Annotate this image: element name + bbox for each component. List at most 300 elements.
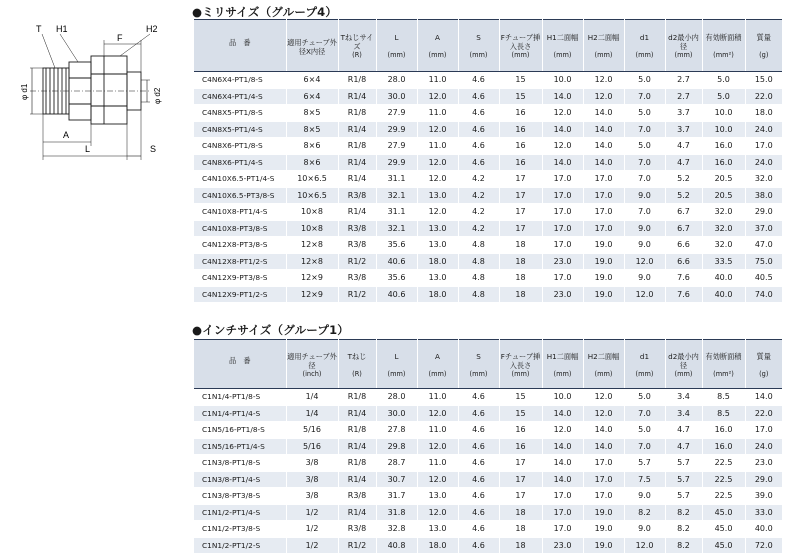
table-cell: R1/2 [338, 286, 376, 303]
table-row [194, 521, 782, 538]
table-cell: 29.9 [376, 121, 417, 138]
table-cell: 14.0 [583, 438, 624, 455]
table-cell: 17.0 [542, 488, 583, 505]
table-cell: 75.0 [745, 253, 782, 270]
table-cell: R3/8 [338, 237, 376, 254]
table-cell: R1/4 [338, 204, 376, 221]
table-cell: 18.0 [417, 286, 458, 303]
table-cell: 8.2 [665, 521, 702, 538]
table-cell: 17.0 [542, 237, 583, 254]
table-cell: R1/8 [338, 105, 376, 122]
table-cell: 17.0 [542, 504, 583, 521]
label-H2: H2 [146, 24, 158, 34]
table-cell: 12.0 [542, 422, 583, 439]
table-cell: 1/2 [286, 537, 338, 554]
table-cell: 5.0 [624, 105, 665, 122]
table-cell: 31.7 [376, 488, 417, 505]
table-cell: 12.0 [624, 537, 665, 554]
part-number-cell: C4N12X9-PT1/2-S [194, 286, 286, 303]
table-cell: 17.0 [542, 187, 583, 204]
table-cell: 12×9 [286, 286, 338, 303]
table-cell: 12.0 [583, 88, 624, 105]
part-number-cell: C1N3/8-PT1/8-S [194, 455, 286, 472]
table-cell: 32.1 [376, 187, 417, 204]
table-cell: 12.0 [542, 105, 583, 122]
table-cell: 12.0 [417, 204, 458, 221]
table-cell: 32.1 [376, 220, 417, 237]
table-cell: 18.0 [417, 253, 458, 270]
column-header: d2最小内径 (mm) [665, 20, 702, 72]
table-cell: 22.0 [745, 405, 782, 422]
table-cell: 7.0 [624, 438, 665, 455]
table-cell: 18 [499, 237, 542, 254]
table-cell: 7.0 [624, 405, 665, 422]
part-number-cell: C1N1/4-PT1/4-S [194, 405, 286, 422]
table-cell: 18 [499, 537, 542, 554]
section-title-metric: ●ミリサイズ（グループ4） [192, 5, 338, 19]
table-cell: 9.0 [624, 270, 665, 287]
table-cell: 24.0 [745, 121, 782, 138]
table-cell: 16 [499, 105, 542, 122]
part-number-cell: C1N1/2-PT3/8-S [194, 521, 286, 538]
table-cell: 4.6 [458, 438, 499, 455]
column-header: d1 (mm) [624, 340, 665, 389]
table-cell: 15 [499, 88, 542, 105]
table-cell: 33.5 [702, 253, 745, 270]
table-cell: 3.7 [665, 105, 702, 122]
table-cell: 5.2 [665, 187, 702, 204]
column-header: A (mm) [417, 340, 458, 389]
part-number-cell: C4N10X8-PT1/4-S [194, 204, 286, 221]
table-cell: 5.7 [665, 455, 702, 472]
table-cell: 6.7 [665, 220, 702, 237]
table-cell: 12.0 [624, 286, 665, 303]
table-cell: 5.0 [702, 88, 745, 105]
table-cell: 12.0 [583, 72, 624, 89]
part-number-cell: C1N1/2-PT1/4-S [194, 504, 286, 521]
table-cell: 29.0 [745, 471, 782, 488]
table-cell: 5.0 [624, 138, 665, 155]
label-A: A [63, 130, 70, 140]
table-cell: 13.0 [417, 488, 458, 505]
table-cell: 17 [499, 471, 542, 488]
table-row [194, 270, 782, 287]
table-cell: 30.0 [376, 405, 417, 422]
table-cell: 7.0 [624, 154, 665, 171]
table-cell: 9.0 [624, 488, 665, 505]
table-row [194, 405, 782, 422]
table-cell: 28.0 [376, 389, 417, 406]
table-cell: 17.0 [583, 204, 624, 221]
table-cell: R1/8 [338, 455, 376, 472]
table-cell: 5.2 [665, 171, 702, 188]
part-number-cell: C4N10X8-PT3/8-S [194, 220, 286, 237]
table-cell: 37.0 [745, 220, 782, 237]
table-cell: R1/8 [338, 138, 376, 155]
table-cell: 4.6 [458, 105, 499, 122]
table-cell: 5.0 [624, 389, 665, 406]
table-cell: 5.0 [624, 72, 665, 89]
table-cell: 2.7 [665, 72, 702, 89]
table-cell: R1/4 [338, 121, 376, 138]
table-cell: 4.6 [458, 72, 499, 89]
table-cell: 17 [499, 171, 542, 188]
table-cell: 31.8 [376, 504, 417, 521]
table-cell: 18 [499, 521, 542, 538]
table-cell: 8×6 [286, 138, 338, 155]
column-header: d1 (mm) [624, 20, 665, 72]
part-number-cell: C1N5/16-PT1/8-S [194, 422, 286, 439]
table-cell: 19.0 [583, 521, 624, 538]
table-cell: 17.0 [542, 171, 583, 188]
table-row [194, 105, 782, 122]
table-cell: 12×9 [286, 270, 338, 287]
table-cell: 3.4 [665, 389, 702, 406]
table-cell: 17 [499, 187, 542, 204]
column-header: 質量 (g) [745, 20, 782, 72]
table-cell: 4.2 [458, 187, 499, 204]
table-row [194, 171, 782, 188]
table-cell: 12.0 [417, 88, 458, 105]
table-cell: 11.0 [417, 105, 458, 122]
table-cell: 16.0 [702, 438, 745, 455]
table-cell: 13.0 [417, 237, 458, 254]
table-row [194, 537, 782, 554]
table-cell: 17.0 [542, 204, 583, 221]
table-cell: 8.2 [665, 504, 702, 521]
table-cell: 4.2 [458, 204, 499, 221]
table-cell: 40.5 [745, 270, 782, 287]
table-cell: 32.0 [702, 220, 745, 237]
table-cell: 10.0 [702, 105, 745, 122]
table-cell: 15.0 [745, 72, 782, 89]
table-cell: 4.2 [458, 171, 499, 188]
table-cell: R1/2 [338, 253, 376, 270]
table-cell: 10.0 [542, 72, 583, 89]
table-cell: 40.6 [376, 253, 417, 270]
table-cell: 4.6 [458, 521, 499, 538]
table-cell: 22.0 [745, 88, 782, 105]
table-cell: 14.0 [542, 471, 583, 488]
table-cell: R3/8 [338, 521, 376, 538]
table-cell: 18 [499, 270, 542, 287]
label-S: S [150, 144, 157, 154]
table-cell: 4.8 [458, 270, 499, 287]
part-number-cell: C4N8X5-PT1/8-S [194, 105, 286, 122]
table-cell: 74.0 [745, 286, 782, 303]
table-cell: 7.6 [665, 270, 702, 287]
table-cell: 18 [499, 504, 542, 521]
label-d1: φ d1 [20, 83, 29, 100]
table-header-row [194, 20, 782, 72]
table-cell: 14.0 [542, 405, 583, 422]
table-cell: 14.0 [583, 105, 624, 122]
table-cell: 17.0 [745, 138, 782, 155]
label-H1: H1 [56, 24, 68, 34]
part-number-cell: C1N1/4-PT1/8-S [194, 389, 286, 406]
table-cell: 4.7 [665, 438, 702, 455]
part-number-cell: C4N6X4-PT1/8-S [194, 72, 286, 89]
table-cell: 12.0 [417, 171, 458, 188]
table-cell: 16.0 [702, 154, 745, 171]
table-cell: 7.0 [624, 121, 665, 138]
part-number-cell: C4N6X4-PT1/4-S [194, 88, 286, 105]
table-cell: 14.0 [542, 438, 583, 455]
column-header: 品 番 [194, 20, 286, 72]
column-header: 有効断面積 (mm²) [702, 20, 745, 72]
table-cell: 17 [499, 220, 542, 237]
table-cell: 10.0 [702, 121, 745, 138]
table-cell: R1/8 [338, 389, 376, 406]
table-cell: 31.1 [376, 204, 417, 221]
table-cell: 7.5 [624, 471, 665, 488]
table-cell: 4.8 [458, 237, 499, 254]
table-row [194, 438, 782, 455]
table-cell: 10×8 [286, 204, 338, 221]
table-cell: 6×4 [286, 72, 338, 89]
column-header: 適用チューブ外径X内径 [286, 20, 338, 72]
table-cell: 4.6 [458, 88, 499, 105]
table-cell: 4.8 [458, 253, 499, 270]
table-cell: 27.9 [376, 138, 417, 155]
section-title-inch: ●インチサイズ（グループ1） [192, 323, 349, 337]
table-cell: R1/4 [338, 438, 376, 455]
table-cell: 29.0 [745, 204, 782, 221]
column-header: S (mm) [458, 340, 499, 389]
table-cell: 17.0 [583, 187, 624, 204]
table-cell: R3/8 [338, 270, 376, 287]
table-cell: R3/8 [338, 220, 376, 237]
table-cell: 15 [499, 405, 542, 422]
table-cell: 8.5 [702, 405, 745, 422]
table-cell: 8.5 [702, 389, 745, 406]
column-header: L (mm) [376, 20, 417, 72]
column-header: H2二面幅 (mm) [583, 20, 624, 72]
table-cell: 4.6 [458, 121, 499, 138]
table-cell: 8×6 [286, 154, 338, 171]
table-cell: 17 [499, 488, 542, 505]
table-cell: 12.0 [417, 405, 458, 422]
table-row [194, 138, 782, 155]
table-cell: 14.0 [583, 121, 624, 138]
table-cell: 18.0 [417, 537, 458, 554]
table-row [194, 504, 782, 521]
table-row [194, 121, 782, 138]
table-cell: 31.1 [376, 171, 417, 188]
table-cell: 4.6 [458, 455, 499, 472]
label-L: L [85, 144, 91, 154]
table-cell: 1/2 [286, 521, 338, 538]
table-cell: 40.0 [702, 270, 745, 287]
table-cell: 45.0 [702, 521, 745, 538]
table-cell: 17.0 [542, 270, 583, 287]
table-cell: 16 [499, 154, 542, 171]
table-cell: 5.0 [624, 422, 665, 439]
table-cell: 4.7 [665, 422, 702, 439]
table-cell: 12.0 [417, 471, 458, 488]
table-cell: 17.0 [745, 422, 782, 439]
table-cell: 11.0 [417, 72, 458, 89]
table-cell: R1/4 [338, 471, 376, 488]
table-cell: 45.0 [702, 504, 745, 521]
table-cell: 20.5 [702, 187, 745, 204]
table-cell: 4.6 [458, 405, 499, 422]
table-cell: 40.6 [376, 286, 417, 303]
table-cell: 17.0 [583, 471, 624, 488]
table-cell: 20.5 [702, 171, 745, 188]
table-cell: 24.0 [745, 438, 782, 455]
table-cell: 10×8 [286, 220, 338, 237]
table-cell: 13.0 [417, 270, 458, 287]
table-cell: 22.5 [702, 488, 745, 505]
table-cell: 18.0 [745, 105, 782, 122]
table-cell: 12.0 [542, 138, 583, 155]
table-cell: 4.6 [458, 488, 499, 505]
table-cell: 13.0 [417, 220, 458, 237]
table-row [194, 286, 782, 303]
table-row [194, 422, 782, 439]
table-cell: 19.0 [583, 270, 624, 287]
column-header: H1二面幅 (mm) [542, 340, 583, 389]
part-number-cell: C4N10X6.5-PT3/8-S [194, 187, 286, 204]
table-cell: 16.0 [702, 422, 745, 439]
table-cell: 6.7 [665, 204, 702, 221]
part-number-cell: C4N10X6.5-PT1/4-S [194, 171, 286, 188]
column-header: 有効断面積 (mm²) [702, 340, 745, 389]
column-header: S (mm) [458, 20, 499, 72]
table-cell: 12×8 [286, 253, 338, 270]
table-cell: 6×4 [286, 88, 338, 105]
table-cell: 17.0 [583, 171, 624, 188]
table-cell: 19.0 [583, 237, 624, 254]
table-cell: 8×5 [286, 121, 338, 138]
table-cell: 32.0 [745, 171, 782, 188]
table-cell: 9.0 [624, 187, 665, 204]
table-cell: 18 [499, 286, 542, 303]
label-T: T [36, 24, 42, 34]
table-cell: 19.0 [583, 253, 624, 270]
table-cell: 14.0 [542, 88, 583, 105]
table-cell: R3/8 [338, 488, 376, 505]
part-number-cell: C1N1/2-PT1/2-S [194, 537, 286, 554]
table-cell: R1/4 [338, 504, 376, 521]
metric-size-table [194, 19, 782, 303]
table-cell: 28.0 [376, 72, 417, 89]
table-cell: 7.0 [624, 171, 665, 188]
table-cell: 39.0 [745, 488, 782, 505]
table-cell: 8×5 [286, 105, 338, 122]
column-header: 適用チューブ外径 (inch) [286, 340, 338, 389]
table-cell: R1/4 [338, 154, 376, 171]
table-cell: 4.6 [458, 471, 499, 488]
label-F: F [117, 33, 123, 43]
table-cell: 35.6 [376, 270, 417, 287]
table-cell: 35.6 [376, 237, 417, 254]
table-cell: 4.6 [458, 389, 499, 406]
part-number-cell: C4N8X6-PT1/8-S [194, 138, 286, 155]
table-cell: 14.0 [542, 455, 583, 472]
table-cell: R1/4 [338, 405, 376, 422]
table-cell: 4.6 [458, 154, 499, 171]
part-number-cell: C4N12X8-PT1/2-S [194, 253, 286, 270]
part-number-cell: C4N12X9-PT3/8-S [194, 270, 286, 287]
table-cell: 17.0 [583, 488, 624, 505]
table-cell: 1/2 [286, 504, 338, 521]
table-cell: 16 [499, 138, 542, 155]
part-number-cell: C4N8X5-PT1/4-S [194, 121, 286, 138]
table-cell: R1/4 [338, 88, 376, 105]
column-header: Tねじサイズ (R) [338, 20, 376, 72]
table-row [194, 88, 782, 105]
table-cell: 4.7 [665, 138, 702, 155]
table-cell: 12×8 [286, 237, 338, 254]
table-cell: 7.6 [665, 286, 702, 303]
table-cell: 4.2 [458, 220, 499, 237]
table-cell: 5.7 [624, 455, 665, 472]
table-cell: 27.9 [376, 105, 417, 122]
table-cell: 1/4 [286, 389, 338, 406]
table-row [194, 187, 782, 204]
table-cell: 15 [499, 389, 542, 406]
table-cell: 27.8 [376, 422, 417, 439]
fitting-dimension-drawing [0, 0, 190, 200]
table-cell: 28.7 [376, 455, 417, 472]
table-header-row [194, 340, 782, 389]
table-cell: 40.0 [702, 286, 745, 303]
table-cell: 5/16 [286, 422, 338, 439]
column-header: Tねじ (R) [338, 340, 376, 389]
table-cell: 2.7 [665, 88, 702, 105]
column-header: H1二面幅 (mm) [542, 20, 583, 72]
table-cell: 10.0 [542, 389, 583, 406]
table-cell: 17.0 [542, 521, 583, 538]
table-cell: 3/8 [286, 488, 338, 505]
table-row [194, 471, 782, 488]
table-cell: 14.0 [583, 422, 624, 439]
table-cell: 6.6 [665, 237, 702, 254]
table-cell: 40.8 [376, 537, 417, 554]
part-number-cell: C4N12X8-PT3/8-S [194, 237, 286, 254]
table-cell: 4.8 [458, 286, 499, 303]
table-cell: 29.8 [376, 438, 417, 455]
table-cell: 10×6.5 [286, 171, 338, 188]
table-cell: 11.0 [417, 422, 458, 439]
table-row [194, 72, 782, 89]
table-cell: 8.2 [665, 537, 702, 554]
table-row [194, 220, 782, 237]
table-cell: 16 [499, 438, 542, 455]
table-cell: 12.0 [417, 504, 458, 521]
table-cell: R1/8 [338, 422, 376, 439]
table-cell: 6.6 [665, 253, 702, 270]
table-cell: 22.5 [702, 471, 745, 488]
table-cell: 16 [499, 121, 542, 138]
table-cell: 3/8 [286, 471, 338, 488]
table-cell: 11.0 [417, 138, 458, 155]
table-cell: 9.0 [624, 237, 665, 254]
table-cell: 10×6.5 [286, 187, 338, 204]
table-cell: R1/4 [338, 171, 376, 188]
table-cell: 16.0 [702, 138, 745, 155]
table-cell: 5/16 [286, 438, 338, 455]
table-cell: 13.0 [417, 521, 458, 538]
table-cell: 11.0 [417, 389, 458, 406]
column-header: 品 番 [194, 340, 286, 389]
table-cell: 32.0 [702, 204, 745, 221]
table-cell: 17.0 [542, 220, 583, 237]
table-cell: 4.6 [458, 504, 499, 521]
table-cell: 19.0 [583, 286, 624, 303]
